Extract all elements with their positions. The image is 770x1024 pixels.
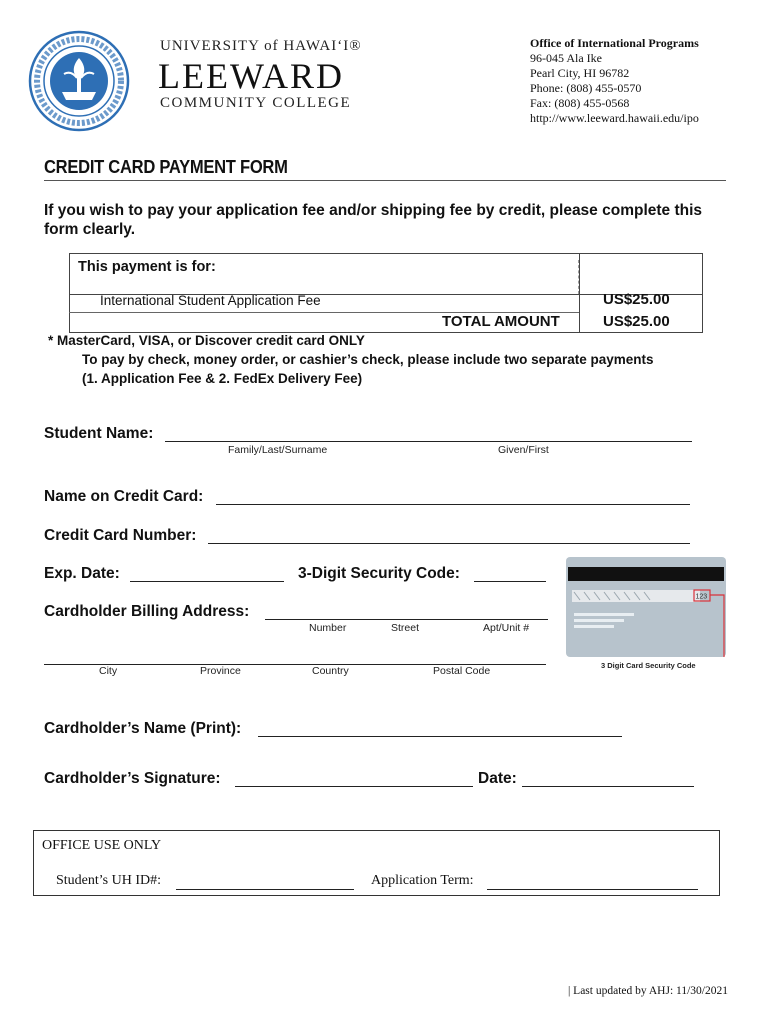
addr-apt-sublabel: Apt/Unit # xyxy=(483,622,530,634)
card-caption: 3 Digit Card Security Code xyxy=(601,661,696,670)
uh-id-field[interactable] xyxy=(176,873,354,890)
billing-address-line1-field[interactable] xyxy=(265,603,548,620)
addr-city-sublabel: City xyxy=(99,665,118,677)
logo-university-text: UNIVERSITY of HAWAI‘I® xyxy=(160,38,362,54)
date-label: Date: xyxy=(478,770,517,787)
security-code-label: 3-Digit Security Code: xyxy=(298,565,460,582)
office-name: Office of International Programs xyxy=(530,36,699,50)
office-address-line1: 96-045 Ala Ike xyxy=(530,51,602,65)
college-seal-logo xyxy=(28,30,130,132)
card-number-label: Credit Card Number: xyxy=(44,527,197,544)
cardholder-signature-field[interactable] xyxy=(235,770,473,787)
billing-address-label: Cardholder Billing Address: xyxy=(44,603,250,620)
addr-postal-sublabel: Postal Code xyxy=(433,665,491,677)
card-number-field[interactable] xyxy=(208,527,690,544)
exp-date-field[interactable] xyxy=(130,565,284,582)
security-code-field[interactable] xyxy=(474,565,546,582)
cardholder-name-field[interactable] xyxy=(258,720,622,737)
form-intro: If you wish to pay your application fee and/or shipping fee by credit, please complete this form clearly. xyxy=(44,202,703,238)
application-term-label: Application Term: xyxy=(371,873,474,888)
payment-total-amount: US$25.00 xyxy=(603,313,670,330)
card-security-code-text: 123 xyxy=(695,593,708,601)
footer-last-updated: | Last updated by AHJ: 11/30/2021 xyxy=(568,985,728,997)
office-address-line2: Pearl City, HI 96782 xyxy=(530,66,630,80)
payment-total-label: TOTAL AMOUNT xyxy=(442,313,560,330)
cardholder-name-label: Cardholder’s Name (Print): xyxy=(44,720,242,737)
title-divider xyxy=(44,180,726,181)
form-title: CREDIT CARD PAYMENT FORM xyxy=(44,157,288,177)
name-on-card-label: Name on Credit Card: xyxy=(44,488,204,505)
student-name-field[interactable] xyxy=(165,425,692,442)
name-on-card-field[interactable] xyxy=(216,488,690,505)
note-check-payment: To pay by check, money order, or cashier’s check, please include two separate payments xyxy=(82,352,654,367)
office-fax: Fax: (808) 455-0568 xyxy=(530,96,630,110)
addr-country-sublabel: Country xyxy=(312,665,349,677)
exp-date-label: Exp. Date: xyxy=(44,565,120,582)
note-card-types: * MasterCard, VISA, or Discover credit card ONLY xyxy=(48,333,365,348)
student-name-label: Student Name: xyxy=(44,425,154,442)
payment-item-amount: US$25.00 xyxy=(603,291,670,308)
addr-number-sublabel: Number xyxy=(309,622,347,634)
cardholder-signature-label: Cardholder’s Signature: xyxy=(44,770,221,787)
office-use-title: OFFICE USE ONLY xyxy=(42,838,162,853)
office-phone: Phone: (808) 455-0570 xyxy=(530,81,642,95)
note-payment-split: (1. Application Fee & 2. FedEx Delivery Fee) xyxy=(82,371,363,386)
logo-college-subtitle: COMMUNITY COLLEGE xyxy=(160,95,352,111)
billing-address-line2-field[interactable] xyxy=(44,648,546,665)
addr-province-sublabel: Province xyxy=(200,665,241,677)
student-name-sublabel-given: Given/First xyxy=(498,444,549,456)
logo-college-name: LEEWARD xyxy=(158,56,344,96)
date-field[interactable] xyxy=(522,770,694,787)
card-back-illustration xyxy=(566,557,726,657)
office-url[interactable]: http://www.leeward.hawaii.edu/ipo xyxy=(530,111,699,125)
student-name-sublabel-family: Family/Last/Surname xyxy=(228,444,328,456)
payment-header: This payment is for: xyxy=(78,259,216,275)
application-term-field[interactable] xyxy=(487,873,698,890)
addr-street-sublabel: Street xyxy=(391,622,420,634)
office-contact-block xyxy=(530,36,699,126)
payment-item-label: International Student Application Fee xyxy=(100,293,321,308)
uh-id-label: Student’s UH ID#: xyxy=(56,873,161,888)
